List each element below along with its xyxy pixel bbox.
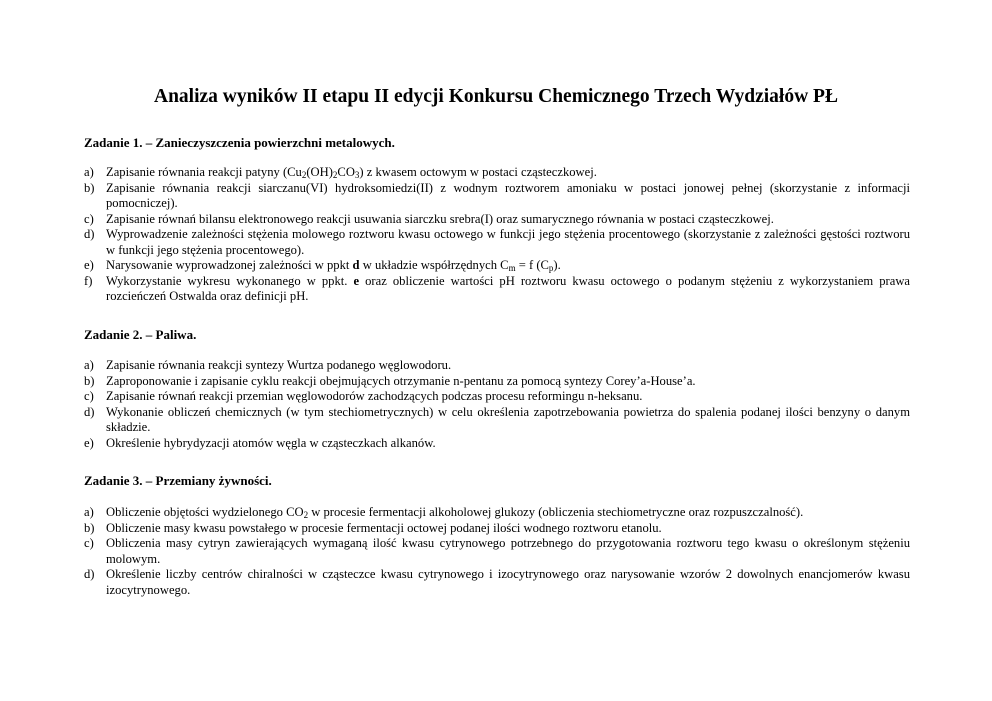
item-marker: c) xyxy=(84,536,94,550)
item-marker: b) xyxy=(84,180,95,195)
task-1-item-a xyxy=(84,165,910,181)
task-1-item-b xyxy=(84,181,910,212)
task-1-item-d xyxy=(84,227,910,258)
task-3-list xyxy=(84,505,910,598)
item-marker: d) xyxy=(84,567,95,581)
item-text: Określenie liczby centrów chiralności w cząsteczce kwasu cytrynowego i izocytrynowego oraz narysowanie wzorów 2 dowolnych enancjomerów kwasu izocytrynowego. xyxy=(106,567,910,597)
item-text: Wyprowadzenie zależności stężenia molowego roztworu kwasu octowego w funkcji jego stężenia procentowego (skorzystanie z zależności gęstości roztworu w funkcji jego stężenia procentowego). xyxy=(106,227,910,257)
page-title: Analiza wyników II etapu II edycji Konkursu Chemicznego Trzech Wydziałów PŁ xyxy=(154,86,838,107)
item-text: Obliczenie objętości wydzielonego $CO_2$ w procesie fermentacji alkoholowej glukozy (obliczenia stechiometryczne oraz rozpuszczalność). xyxy=(106,505,804,520)
task-1-item-e xyxy=(84,258,910,274)
task-3-heading: Zadanie 3. – Przemiany żywności. xyxy=(84,473,272,488)
task-2-item-a xyxy=(84,358,910,374)
task-2-heading: Zadanie 2. – Paliwa. xyxy=(84,327,197,342)
item-text: Zapisanie równania reakcji syntezy Wurtza podanego węglowodoru. xyxy=(106,358,452,372)
task-3-item-d xyxy=(84,567,910,598)
item-marker: e) xyxy=(84,435,94,450)
item-text: Narysowanie wyprowadzonej zależności w ppkt d w układzie współrzędnych $C_m = f$ $(C_p)$. xyxy=(106,258,561,273)
item-marker: c) xyxy=(84,211,94,226)
item-text: Zaproponowanie i zapisanie cyklu reakcji obejmujących otrzymanie n-pentanu za pomocą syntezy Corey’a-House’a. xyxy=(106,373,696,388)
task-2-item-c xyxy=(84,389,910,405)
task-1-heading: Zadanie 1. – Zanieczyszczenia powierzchni metalowych. xyxy=(84,135,395,150)
task-2-list xyxy=(84,358,910,451)
task-2-item-b xyxy=(84,374,910,390)
item-marker: a) xyxy=(84,358,94,372)
item-text: Wykonanie obliczeń chemicznych (w tym stechiometrycznych) w celu określenia zapotrzebowania powietrza do spalenia podanej ilości benzyny o danym składzie. xyxy=(106,404,910,434)
item-text: Określenie hybrydyzacji atomów węgla w cząsteczkach alkanów. xyxy=(106,435,436,450)
item-marker: c) xyxy=(84,389,94,403)
task-2-item-d xyxy=(84,405,910,436)
item-marker: a) xyxy=(84,165,94,179)
task-2-item-e xyxy=(84,436,910,452)
item-marker: d) xyxy=(84,227,95,241)
task-3-item-c xyxy=(84,536,910,567)
item-marker: b) xyxy=(84,520,95,535)
item-marker: f) xyxy=(84,273,93,288)
item-text: Obliczenia masy cytryn zawierających wymaganą ilość kwasu cytrynowego potrzebnego do przygotowania roztworu tego kwasu o określonym stężeniu molowym. xyxy=(106,536,910,566)
task-3-item-a xyxy=(84,505,910,521)
item-marker: b) xyxy=(84,373,95,388)
task-1-item-f xyxy=(84,274,910,305)
item-marker: d) xyxy=(84,404,95,419)
task-3-item-b xyxy=(84,521,910,537)
item-marker: e) xyxy=(84,258,94,272)
item-text: Zapisanie równań bilansu elektronowego reakcji usuwania siarczku srebra(I) oraz sumarycznego równania w postaci cząsteczkowej. xyxy=(106,211,774,226)
task-1-list xyxy=(84,165,910,305)
item-text: Zapisanie równań reakcji przemian węglowodorów zachodzących podczas procesu reformingu n-heksanu. xyxy=(106,389,643,403)
item-marker: a) xyxy=(84,505,94,519)
task-1-item-c xyxy=(84,212,910,228)
item-text: Zapisanie równania reakcji siarczanu(VI) hydroksomiedzi(II) z wodnym roztworem amoniaku w postaci jonowej pełnej (skorzystanie z informacji pomocniczej). xyxy=(106,180,910,210)
item-text: Zapisanie równania reakcji patyny $(Cu_2(OH)_2CO_3)$ z kwasem octowym w postaci cząsteczkowej. xyxy=(106,165,597,180)
item-text: Obliczenie masy kwasu powstałego w procesie fermentacji octowej podanej ilości wodnego roztworu etanolu. xyxy=(106,520,662,535)
item-text: Wykorzystanie wykresu wykonanego w ppkt. e oraz obliczenie wartości pH roztworu kwasu octowego o podanym stężeniu z wykorzystaniem prawa rozcieńczeń Ostwalda oraz definicji pH. xyxy=(106,273,911,303)
